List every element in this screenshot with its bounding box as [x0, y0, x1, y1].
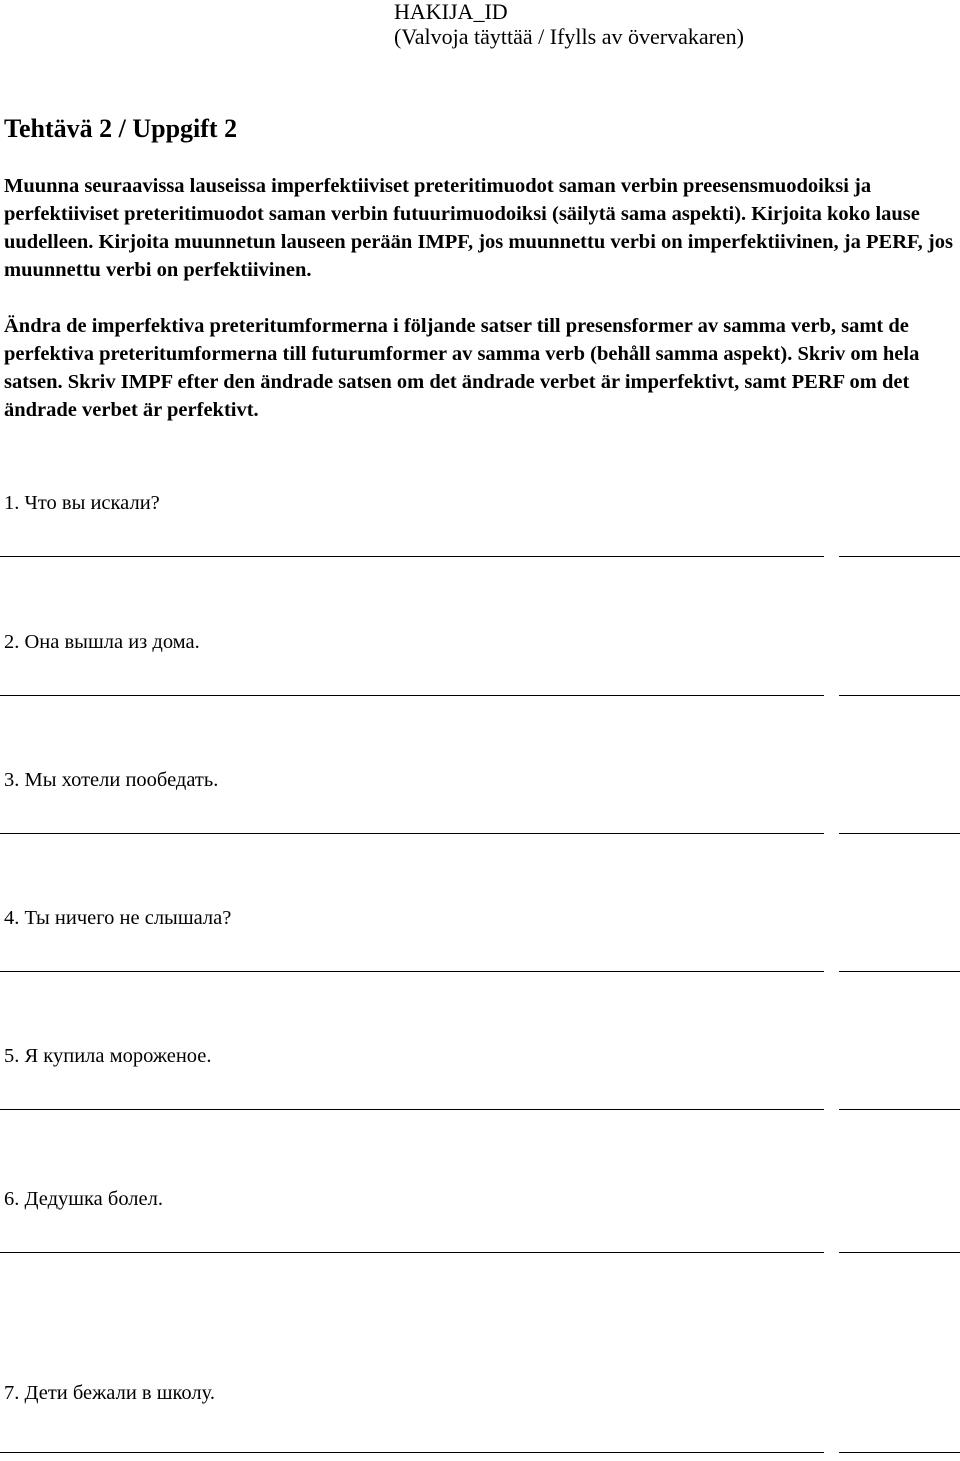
exercise-sentence: 6. Дедушка болел.: [4, 1188, 163, 1210]
answer-line[interactable]: [0, 1252, 824, 1253]
exercise-sentence: 7. Дети бежали в школу.: [4, 1382, 215, 1404]
exercise-item: [4, 491, 960, 571]
task-title: Tehtävä 2 / Uppgift 2: [4, 114, 238, 143]
answer-line[interactable]: [0, 833, 824, 834]
aspect-line[interactable]: [839, 1452, 960, 1453]
aspect-line[interactable]: [839, 556, 960, 557]
supervisor-note: (Valvoja täyttää / Ifylls av övervakaren): [394, 24, 745, 49]
aspect-line[interactable]: [839, 833, 960, 834]
exercise-sentence: 1. Что вы искали?: [4, 492, 160, 514]
answer-line[interactable]: [0, 1109, 824, 1110]
exercise-sentence: 4. Ты ничего не слышала?: [4, 907, 232, 929]
exercise-sentence: 2. Она вышла из дома.: [4, 631, 200, 653]
exercise-sentence: 3. Мы хотели пообедать.: [4, 769, 219, 791]
answer-line[interactable]: [0, 971, 824, 972]
answer-line[interactable]: [0, 695, 824, 696]
exercise-item: [4, 1044, 960, 1124]
exercise-sentence: 5. Я купила мороженое.: [4, 1045, 212, 1067]
exercise-item: [4, 1187, 960, 1267]
answer-line[interactable]: [0, 556, 824, 557]
aspect-line[interactable]: [839, 1252, 960, 1253]
aspect-line[interactable]: [839, 1109, 960, 1110]
answer-line[interactable]: [0, 1452, 824, 1453]
aspect-line[interactable]: [839, 971, 960, 972]
applicant-id-label: HAKIJA_ID: [394, 0, 508, 24]
exercise-item: [4, 906, 960, 986]
exercise-item: [4, 1381, 960, 1461]
exercise-item: [4, 630, 960, 710]
exercise-item: [4, 768, 960, 848]
aspect-line[interactable]: [839, 695, 960, 696]
instructions-swedish: Ändra de imperfektiva preteritumformerna i följande satser till presensformer av samma verb, samt de perfektiva preteritumformerna till futurumformer av samma verb (behåll samma aspekt). Skriv om hela satsen. Skriv IMPF efter den ändrade satsen om det ändrade verbet är imperfektivt, samt PERF om det ändrade verbet är perfektivt.: [4, 315, 920, 421]
instructions-finnish: Muunna seuraavissa lauseissa imperfektiiviset preteritimuodot saman verbin preesensmuodoiksi ja perfektiiviset preteritimuodot saman verbin futuurimuodoiksi (säilytä sama aspekti). Kirjoita koko lause uudelleen. Kirjoita muunnetun lauseen perään IMPF, jos muunnettu verbi on imperfektiivinen, ja PERF, jos muunnettu verbi on perfektiivinen.: [4, 175, 953, 281]
